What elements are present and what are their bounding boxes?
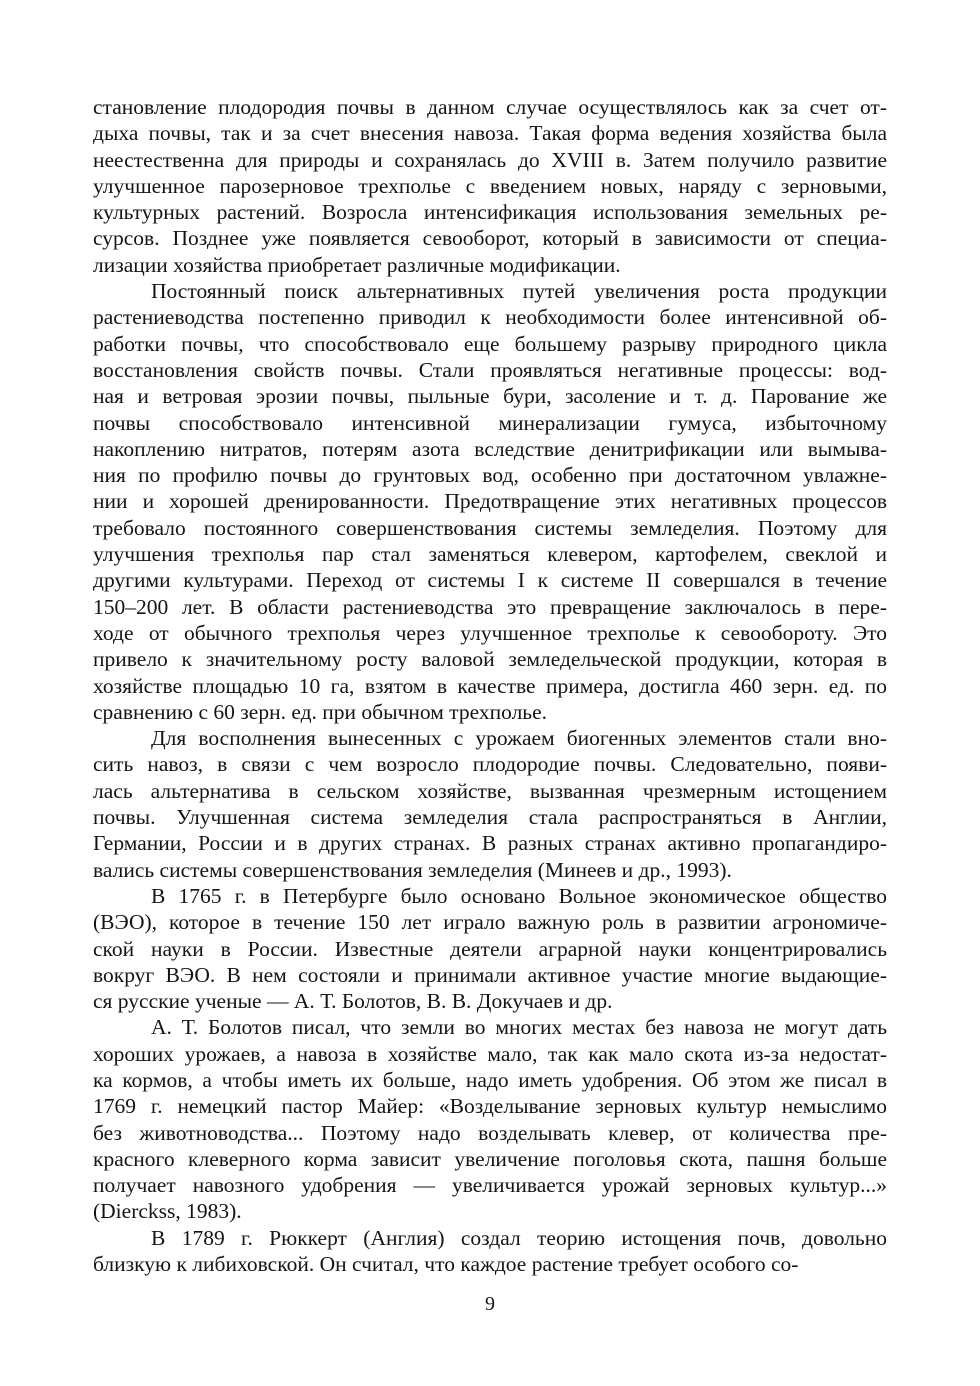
text-line: становление плодородия почвы в данном случае осуществлялось как за счет от- xyxy=(93,95,887,119)
text-line: хороших урожаев, а навоза в хозяйстве мало, так как мало скота из-за недостат- xyxy=(93,1041,887,1066)
text-line: ся русские ученые — А. Т. Болотов, В. В. Докучаев и др. xyxy=(93,989,613,1014)
paragraph xyxy=(93,725,887,883)
text-line: лизации хозяйства приобретает различные модификации. xyxy=(93,252,621,277)
paragraph xyxy=(93,94,887,278)
text-line: нии и хорошей дренированности. Предотвращение этих негативных процессов xyxy=(93,489,887,514)
text-line: работки почвы, что способствовало еще большему разрыву природного цикла xyxy=(93,331,887,356)
paragraph xyxy=(93,883,887,1014)
text-line: дыха почвы, так и за счет внесения навоза. Такая форма ведения хозяйства была xyxy=(93,121,887,146)
text-line: ходе от обычного трехполья через улучшенное трехполье к севообороту. Это xyxy=(93,620,887,645)
text-line: ния по профилю почвы до грунтовых вод, особенно при достаточном увлажне- xyxy=(93,463,887,488)
text-line: улучшения трехполья пар стал заменяться клевером, картофелем, свеклой и xyxy=(93,542,887,567)
text-line: ка кормов, а чтобы иметь их больше, надо иметь удобрения. Об этом же писал в xyxy=(93,1067,887,1092)
text-line: требовало постоянного совершенствования системы земледелия. Поэтому для xyxy=(93,515,887,540)
text-line: Германии, России и в других странах. В разных странах активно пропагандиро- xyxy=(93,831,887,856)
text-line: ная и ветровая эрозии почвы, пыльные бури, засоление и т. д. Парование же xyxy=(93,384,887,409)
text-line: культурных растений. Возросла интенсификация использования земельных ре- xyxy=(93,200,887,225)
text-line: вались системы совершенствования земледелия (Минеев и др., 1993). xyxy=(93,857,732,882)
text-line: Для восполнения вынесенных с урожаем биогенных элементов стали вно- xyxy=(151,726,887,751)
text-line: (Dierckss, 1983). xyxy=(93,1199,242,1224)
paragraph xyxy=(93,278,887,725)
paragraph xyxy=(93,1225,887,1278)
text-line: неестественна для природы и сохранялась до XVIII в. Затем получило развитие xyxy=(93,147,887,172)
text-line: хозяйстве площадью 10 га, взятом в качестве примера, достигла 460 зерн. ед. по xyxy=(93,673,887,698)
text-line: восстановления свойств почвы. Стали проявляться негативные процессы: вод- xyxy=(93,357,887,382)
text-line: накоплению нитратов, потерям азота вследствие денитрификации или вымыва- xyxy=(93,436,887,461)
page-number: 9 xyxy=(485,1293,495,1315)
paragraph xyxy=(93,1014,887,1224)
text-line: почвы способствовало интенсивной минерализации гумуса, избыточному xyxy=(93,410,887,435)
text-line: близкую к либиховской. Он считал, что каждое растение требует особого со- xyxy=(93,1252,799,1277)
text-line: другими культурами. Переход от системы I к системе II совершался в течение xyxy=(93,568,887,593)
text-line: сурсов. Позднее уже появляется севооборот, который в зависимости от специа- xyxy=(93,226,887,251)
text-line: красного клеверного корма зависит увеличение поголовья скота, пашня больше xyxy=(93,1146,887,1171)
document-body xyxy=(93,94,887,1277)
text-line: получает навозного удобрения — увеличивается урожай зерновых культур...» xyxy=(93,1173,887,1198)
text-line: сить навоз, в связи с чем возросло плодородие почвы. Следовательно, появи- xyxy=(93,752,887,777)
text-line: улучшенное парозерновое трехполье с введением новых, наряду с зерновыми, xyxy=(93,173,887,198)
text-line: А. Т. Болотов писал, что земли во многих местах без навоза не могут дать xyxy=(151,1015,887,1040)
text-line: (ВЭО), которое в течение 150 лет играло важную роль в развитии агрономиче- xyxy=(93,910,887,935)
text-line: без животноводства... Поэтому надо возделывать клевер, от количества пре- xyxy=(93,1120,887,1145)
text-line: 150–200 лет. В области растениеводства это превращение заключалось в пере- xyxy=(93,594,887,619)
text-line: почвы. Улучшенная система земледелия стала распространяться в Англии, xyxy=(93,805,887,830)
text-line: В 1789 г. Рюккерт (Англия) создал теорию истощения почв, довольно xyxy=(151,1225,887,1250)
text-line: ской науки в России. Известные деятели аграрной науки концентрировались xyxy=(93,936,887,961)
text-line: Постоянный поиск альтернативных путей увеличения роста продукции xyxy=(151,279,887,304)
text-line: вокруг ВЭО. В нем состояли и принимали активное участие многие выдающие- xyxy=(93,962,887,987)
text-line: растениеводства постепенно приводил к необходимости более интенсивной об- xyxy=(93,305,887,330)
text-line: лась альтернатива в сельском хозяйстве, вызванная чрезмерным истощением xyxy=(93,778,887,803)
text-line: привело к значительному росту валовой земледельческой продукции, которая в xyxy=(93,647,887,672)
text-line: 1769 г. немецкий пастор Майер: «Возделывание зерновых культур немыслимо xyxy=(93,1094,887,1119)
text-line: сравнению с 60 зерн. ед. при обычном трехполье. xyxy=(93,699,548,724)
text-line: В 1765 г. в Петербурге было основано Вольное экономическое общество xyxy=(151,883,887,908)
